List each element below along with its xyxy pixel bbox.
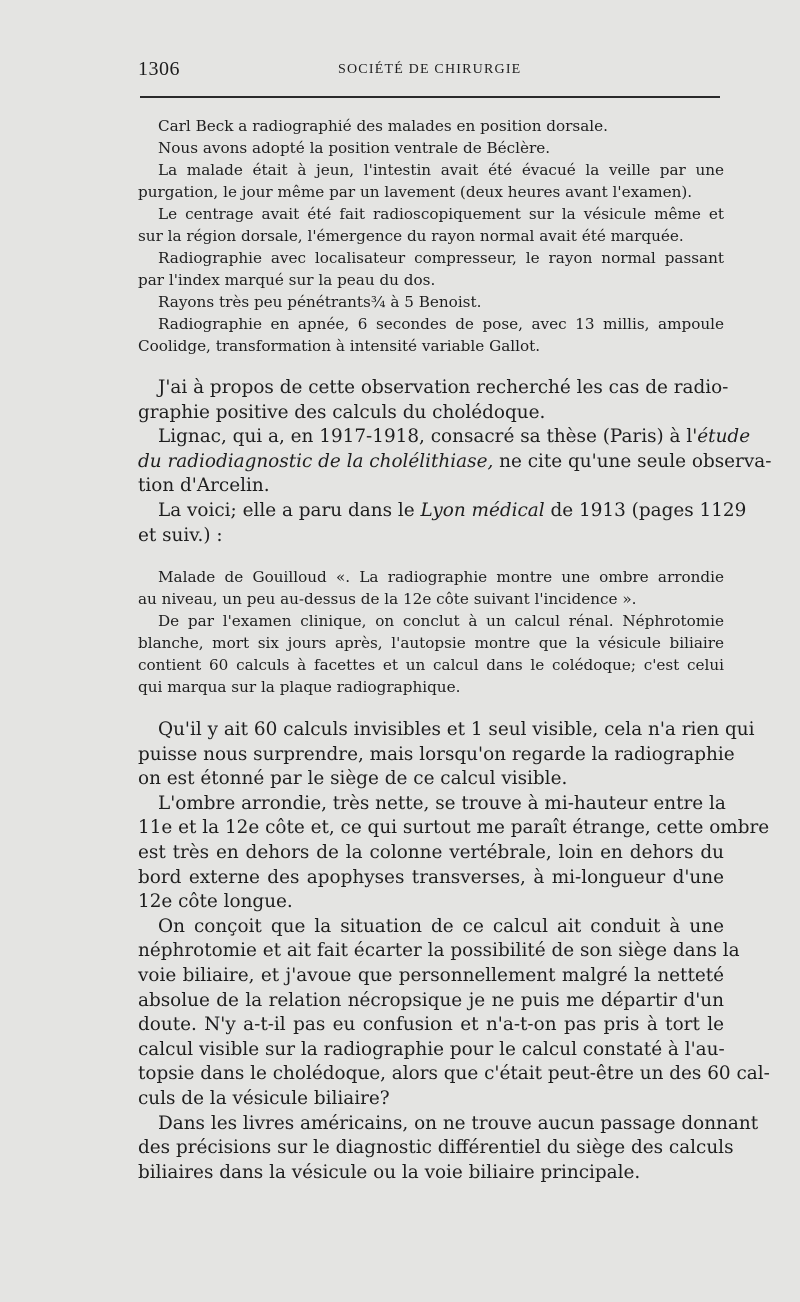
technique-notes (138, 115, 724, 357)
intro-paragraphs (138, 376, 772, 548)
text-line (138, 524, 724, 549)
line-text: La voici; elle a paru dans le (158, 499, 421, 521)
text-line (138, 425, 751, 450)
line-text: par l'index marqué sur la peau du dos. (138, 271, 436, 289)
case-citation (138, 566, 724, 698)
text-line (138, 137, 724, 159)
text-line (138, 1062, 770, 1087)
text-line (138, 499, 747, 524)
text-line (138, 841, 724, 866)
line-text: doute. N'y a-t-il pas eu confusion et n'a-t-on pas pris à tort le (138, 1014, 724, 1036)
text-line (138, 1136, 734, 1161)
line-text: Le centrage avait été fait radioscopiquement sur la vésicule même et (158, 205, 724, 223)
text-line (138, 915, 724, 940)
line-text: tion d'Arcelin. (138, 475, 270, 497)
text-line (138, 610, 724, 632)
line-text: néphrotomie et ait fait écarter la possibilité de son siège dans la (138, 940, 740, 962)
line-text: 12e côte longue. (138, 891, 293, 913)
line-text: J'ai à propos de cette observation recherché les cas de radio- (158, 377, 729, 398)
header-rule (140, 96, 720, 98)
page-number: 1306 (138, 58, 180, 80)
line-text: topsie dans le cholédoque, alors que c'était peut-être un des 60 cal- (138, 1063, 770, 1085)
text-line (138, 792, 724, 817)
line-text: culs de la vésicule biliaire? (138, 1087, 390, 1109)
text-line (138, 718, 755, 743)
text-line (138, 1112, 759, 1137)
line-text: au niveau, un peu au-dessus de la 12e côte suivant l'incidence ». (138, 590, 637, 608)
line-text: sur la région dorsale, l'émergence du rayon normal avait été marquée. (138, 227, 684, 245)
line-text: Carl Beck a radiographié des malades en position dorsale. (158, 117, 608, 135)
text-line (138, 181, 724, 203)
text-line (138, 588, 724, 610)
line-text: Rayons très peu pénétrants¾ à 5 Benoist. (158, 293, 482, 311)
line-text: contient 60 calculs à facettes et un calcul dans le colédoque; c'est celui (138, 656, 724, 674)
text-line (138, 890, 724, 915)
text-line (138, 225, 724, 247)
text-line (138, 159, 724, 181)
line-text: 11e et la 12e côte et, ce qui surtout me paraît étrange, cette ombre (138, 817, 770, 839)
text-line (138, 474, 724, 499)
text-line (138, 989, 724, 1014)
line-text-continued: ne cite qu'une seule observa- (493, 450, 772, 472)
line-text: blanche, mort six jours après, l'autopsie montre que la vésicule biliaire (138, 634, 724, 652)
line-text: Radiographie avec localisateur compresseur, le rayon normal passant (158, 249, 724, 267)
line-text: et suiv.) : (138, 524, 223, 546)
line-text: Qu'il y ait 60 calculs invisibles et 1 seul visible, cela n'a rien qui (158, 719, 755, 740)
line-text: Coolidge, transformation à intensité variable Gallot. (138, 337, 541, 355)
line-text: biliaires dans la vésicule ou la voie biliaire principale. (138, 1161, 641, 1183)
line-text: absolue de la relation nécropsique je ne puis me départir d'un (138, 989, 724, 1011)
discussion-paragraphs (138, 718, 770, 1185)
line-text: des précisions sur le diagnostic différentiel du siège des calculs (138, 1137, 734, 1159)
line-text: voie biliaire, et j'avoue que personnellement malgré la netteté (138, 964, 724, 986)
line-text: graphie positive des calculs du cholédoque. (138, 401, 546, 423)
line-text: est très en dehors de la colonne vertébrale, loin en dehors du (138, 841, 724, 863)
line-text: purgation, le jour même par un lavement (deux heures avant l'examen). (138, 183, 693, 201)
text-line (138, 291, 724, 313)
line-text: Radiographie en apnée, 6 secondes de pose, avec 13 millis, ampoule (158, 315, 724, 333)
line-text: L'ombre arrondie, très nette, se trouve à mi-hauteur entre la (158, 792, 726, 814)
text-line (138, 939, 740, 964)
text-line (138, 1087, 724, 1112)
line-text: on est étonné par le siège de ce calcul visible. (138, 768, 568, 790)
text-line (138, 676, 724, 698)
line-text: On conçoit que la situation de ce calcul ait conduit à une (158, 915, 724, 937)
text-line (138, 767, 724, 792)
text-line (138, 743, 735, 768)
text-line (138, 247, 724, 269)
line-text: bord externe des apophyses transverses, à mi-longueur d'une (138, 866, 724, 888)
text-line (138, 566, 724, 588)
text-line (138, 376, 729, 401)
line-text: Malade de Gouilloud «. La radiographie montre une ombre arrondie (158, 568, 724, 586)
page-header (138, 58, 720, 86)
text-line (138, 115, 724, 137)
text-line (138, 401, 724, 426)
text-line (138, 269, 724, 291)
line-text: Dans les livres américains, on ne trouve aucun passage donnant (158, 1112, 759, 1134)
text-line (138, 203, 724, 225)
line-text: qui marqua sur la plaque radiographique. (138, 678, 461, 696)
text-line (138, 964, 724, 989)
text-line (138, 1038, 724, 1063)
text-line (138, 1161, 724, 1186)
italic-title: Lyon médical (420, 499, 545, 521)
line-text: La malade était à jeun, l'intestin avait été évacué la veille par une (158, 161, 724, 179)
text-line (138, 450, 772, 475)
line-text-continued: de 1913 (pages 1129 (544, 499, 747, 521)
text-line (138, 816, 770, 841)
text-line (138, 1013, 724, 1038)
text-line (138, 335, 724, 357)
text-line (138, 313, 724, 335)
line-text: puisse nous surprendre, mais lorsqu'on regarde la radiographie (138, 743, 735, 765)
line-text: Lignac, qui a, en 1917-1918, consacré sa thèse (Paris) à l' (158, 426, 698, 448)
line-text: calcul visible sur la radiographie pour le calcul constaté à l'au- (138, 1038, 725, 1060)
running-title: SOCIÉTÉ DE CHIRURGIE (338, 62, 522, 77)
italic-title: étude (697, 426, 751, 448)
line-text: Nous avons adopté la position ventrale de Béclère. (158, 139, 551, 157)
text-line (138, 654, 724, 676)
italic-title: du radiodiagnostic de la cholélithiase, (138, 450, 494, 472)
text-line (138, 866, 724, 891)
line-text: De par l'examen clinique, on conclut à un calcul rénal. Néphrotomie (158, 612, 724, 630)
text-line (138, 632, 724, 654)
